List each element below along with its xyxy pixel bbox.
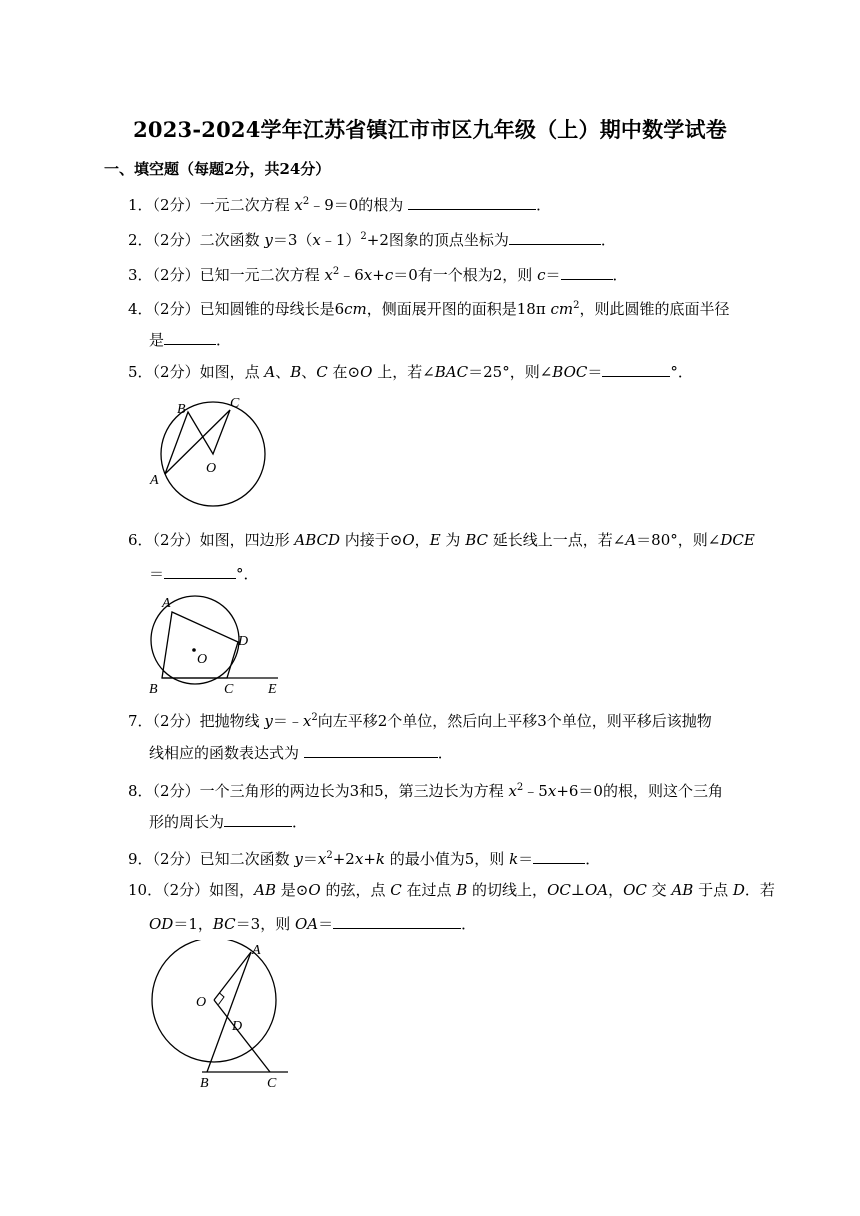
label-c: C [224,682,234,697]
answer-blank[interactable] [533,849,585,864]
answer-blank[interactable] [561,265,613,280]
answer-blank[interactable] [304,743,438,758]
label-o: O [196,995,207,1010]
question-7-line-2: 线相应的函数表达式为 ． [149,744,453,762]
segment-oa [214,952,251,1000]
label-d: D [238,634,249,649]
question-4-line-2: 是 ． [149,331,232,349]
label-a: A [252,943,261,958]
label-o: O [197,652,208,667]
label-d: D [232,1019,243,1034]
question-9: 9．（2分）已知二次函数 $y=x^2+2x+k$ 的最小值为5，则 k＝ ． [128,850,601,868]
label-o: O [206,461,217,476]
figure-q6 [140,592,290,697]
question-6-line-2: ＝ °． [149,565,259,583]
question-8: 8．（2分）一个三角形的两边长为3和5，第三边长为方程 $x^2﹣5x+6=0$的根，则这个三角 [128,782,723,800]
question-7: 7．（2分）把抛物线 $y=﹣x^2$向左平移2个单位，然后向上平移3个单位，则平移后该抛物 [128,712,712,730]
page-title: 2023-2024学年江苏省镇江市市区九年级（上）期中数学试卷 [133,117,727,142]
label-b: B [149,682,158,697]
section-heading: 一、填空题（每题2分，共24分） [104,160,331,178]
question-10-line-2: OD＝1，BC＝3，则 OA＝ ． [149,915,477,933]
label-b: B [177,402,186,417]
question-8-line-2: 形的周长为 ． [149,813,308,831]
quadrilateral-abcd [162,612,238,678]
label-a: A [162,596,171,611]
answer-blank[interactable] [333,914,461,929]
question-6: 6．（2分）如图，四边形 ABCD 内接于⊙O，E 为 BC 延长线上一点，若∠A＝80°，则∠DCE [128,531,755,549]
label-a: A [150,473,159,488]
answer-blank[interactable] [224,812,292,827]
label-c: C [267,1076,277,1091]
question-10: 10．（2分）如图，AB 是⊙O 的弦，点 C 在过点 B 的切线上，OC⊥OA，OC 交 AB 于点 D．若 [128,881,775,899]
figure-q10 [140,940,295,1095]
figure-q5 [140,392,275,512]
question-2: 2．（2分）二次函数 y＝3（x﹣1）$^2$+2图象的顶点坐标为 ． [128,231,616,249]
answer-blank[interactable] [602,362,670,377]
answer-blank[interactable] [164,564,236,579]
question-4: 4．（2分）已知圆锥的母线长是6cm，侧面展开图的面积是18π $cm^2$，则此圆锥的底面半径 [128,300,730,318]
question-3: 3．（2分）已知一元二次方程 $x^2﹣6x+c=0$有一个根为2，则 c＝ ． [128,266,628,284]
answer-blank[interactable] [509,230,601,245]
label-e: E [268,682,277,697]
right-angle-mark [219,993,225,1005]
question-5: 5．（2分）如图，点 A、B、C 在⊙O 上，若∠BAC＝25°，则∠BOC＝ °． [128,363,693,381]
answer-blank[interactable] [164,330,216,345]
answer-blank[interactable] [408,195,536,210]
center-dot [192,648,196,652]
label-b: B [200,1076,209,1091]
label-c: C [230,396,240,411]
question-1: 1．（2分）一元二次方程 $x^2﹣9=0$的根为 ． [128,196,552,214]
